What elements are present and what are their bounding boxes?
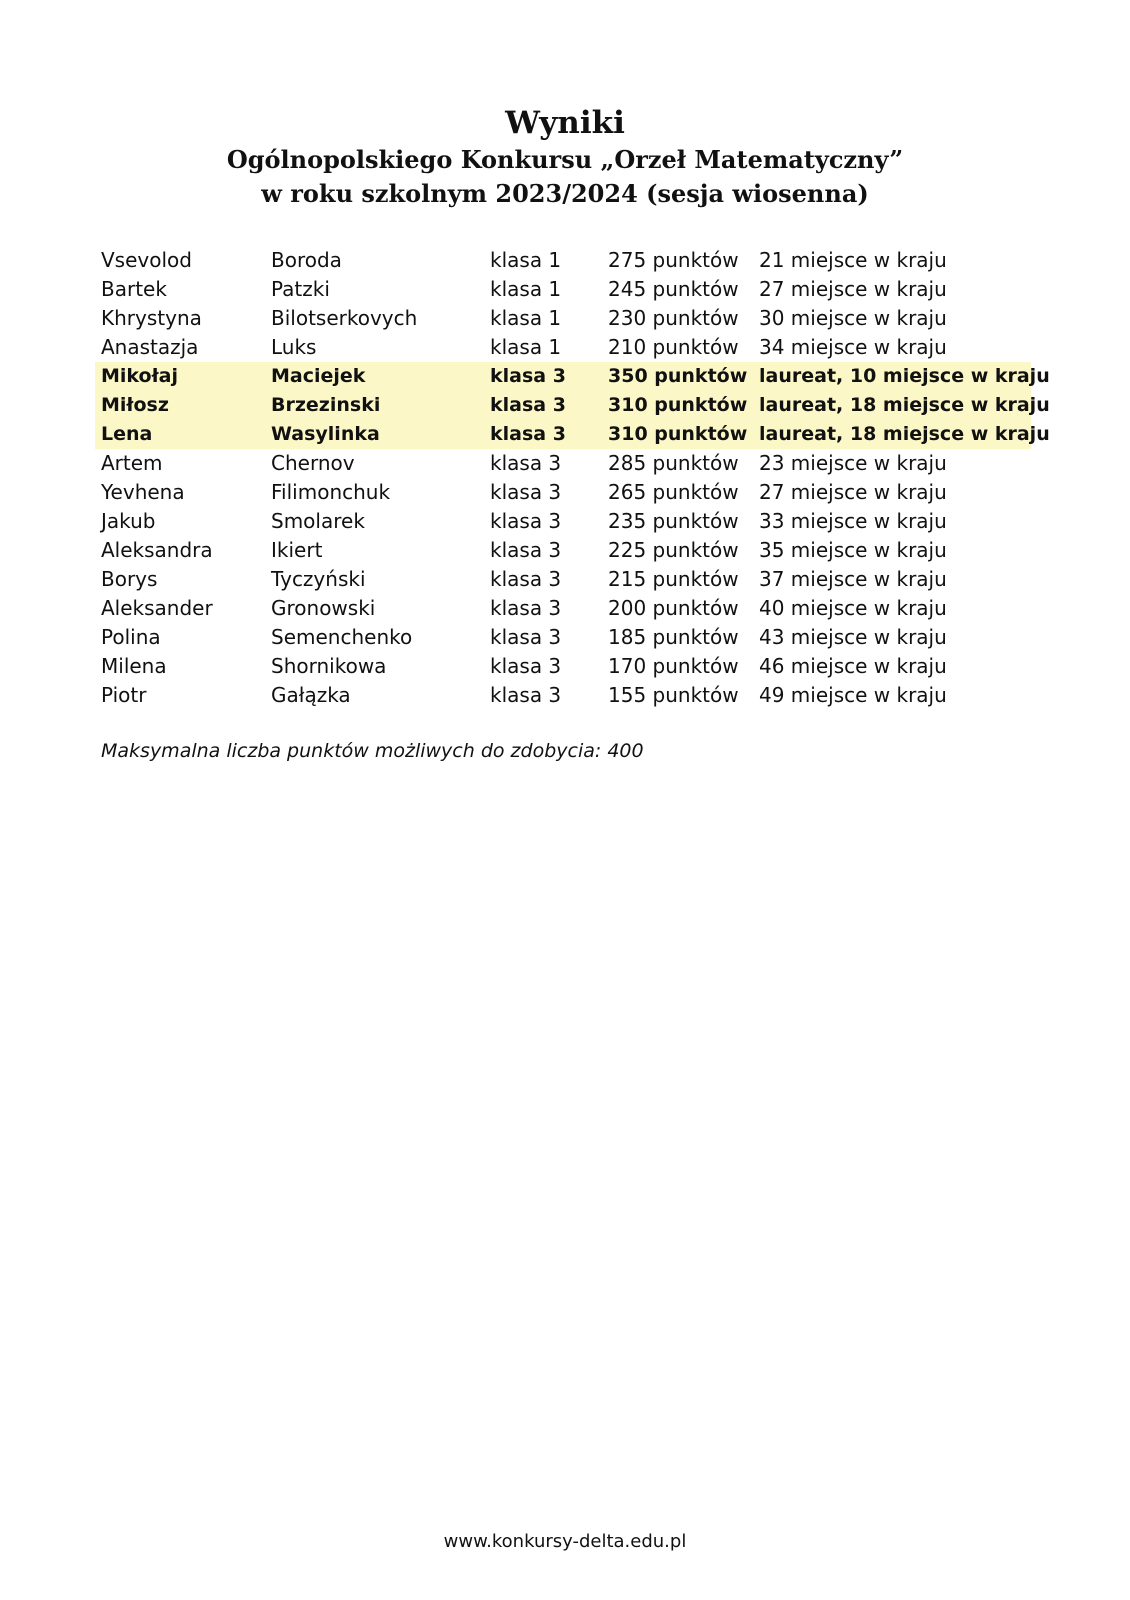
last-name: Boroda bbox=[271, 248, 342, 272]
result-row bbox=[95, 304, 1031, 333]
points: 350 punktów bbox=[608, 365, 748, 387]
national-place: laureat, 18 miejsce w kraju bbox=[759, 394, 1050, 416]
class-level: klasa 3 bbox=[490, 480, 562, 504]
national-place: 33 miejsce w kraju bbox=[759, 509, 947, 533]
class-level: klasa 3 bbox=[490, 538, 562, 562]
national-place: 34 miejsce w kraju bbox=[759, 335, 947, 359]
last-name: Patzki bbox=[271, 277, 330, 301]
national-place: 43 miejsce w kraju bbox=[759, 625, 947, 649]
points: 285 punktów bbox=[608, 451, 739, 475]
footer-website: www.konkursy-delta.edu.pl bbox=[443, 1531, 687, 1552]
max-points-note: Maksymalna liczba punktów możliwych do zdobycia: 400 bbox=[101, 740, 644, 762]
national-place: 40 miejsce w kraju bbox=[759, 596, 947, 620]
last-name: Brzezinski bbox=[271, 394, 381, 416]
class-level: klasa 3 bbox=[490, 625, 562, 649]
contest-name: Ogólnopolskiego Konkursu „Orzeł Matematyczny” bbox=[226, 145, 904, 174]
last-name: Filimonchuk bbox=[271, 480, 391, 504]
first-name: Yevhena bbox=[101, 480, 185, 504]
last-name: Shornikowa bbox=[271, 654, 387, 678]
result-row bbox=[95, 594, 1031, 623]
class-level: klasa 3 bbox=[490, 451, 562, 475]
result-row-laureate bbox=[95, 420, 1050, 449]
result-row bbox=[95, 652, 1031, 681]
first-name: Polina bbox=[101, 625, 161, 649]
national-place: 37 miejsce w kraju bbox=[759, 567, 947, 591]
last-name: Tyczyński bbox=[271, 567, 366, 591]
points: 230 punktów bbox=[608, 306, 739, 330]
result-row bbox=[95, 681, 1031, 710]
first-name: Jakub bbox=[101, 509, 156, 533]
result-row-laureate bbox=[95, 391, 1050, 420]
national-place: laureat, 10 miejsce w kraju bbox=[759, 365, 1050, 387]
first-name: Lena bbox=[101, 423, 153, 445]
class-level: klasa 3 bbox=[490, 654, 562, 678]
points: 155 punktów bbox=[608, 683, 739, 707]
points: 310 punktów bbox=[608, 423, 748, 445]
class-level: klasa 1 bbox=[490, 248, 562, 272]
national-place: 46 miejsce w kraju bbox=[759, 654, 947, 678]
class-level: klasa 3 bbox=[490, 509, 562, 533]
result-row bbox=[95, 449, 1031, 478]
result-row bbox=[95, 333, 1031, 362]
points: 275 punktów bbox=[608, 248, 739, 272]
first-name: Anastazja bbox=[101, 335, 199, 359]
class-level: klasa 3 bbox=[490, 423, 566, 445]
first-name: Aleksandra bbox=[101, 538, 213, 562]
first-name: Milena bbox=[101, 654, 167, 678]
national-place: 49 miejsce w kraju bbox=[759, 683, 947, 707]
first-name: Piotr bbox=[101, 683, 147, 707]
class-level: klasa 3 bbox=[490, 365, 566, 387]
class-level: klasa 3 bbox=[490, 567, 562, 591]
class-level: klasa 1 bbox=[490, 335, 562, 359]
last-name: Gałązka bbox=[271, 683, 351, 707]
result-row bbox=[95, 507, 1031, 536]
first-name: Khrystyna bbox=[101, 306, 202, 330]
last-name: Ikiert bbox=[271, 538, 323, 562]
points: 185 punktów bbox=[608, 625, 739, 649]
last-name: Luks bbox=[271, 335, 317, 359]
result-row bbox=[95, 623, 1031, 652]
points: 245 punktów bbox=[608, 277, 739, 301]
points: 210 punktów bbox=[608, 335, 739, 359]
school-year-session: w roku szkolnym 2023/2024 (sesja wiosenna) bbox=[261, 179, 869, 208]
results-list bbox=[95, 246, 1050, 710]
first-name: Borys bbox=[101, 567, 158, 591]
national-place: 27 miejsce w kraju bbox=[759, 277, 947, 301]
result-row bbox=[95, 478, 1031, 507]
points: 265 punktów bbox=[608, 480, 739, 504]
last-name: Wasylinka bbox=[271, 423, 380, 445]
class-level: klasa 3 bbox=[490, 596, 562, 620]
class-level: klasa 1 bbox=[490, 277, 562, 301]
result-row bbox=[95, 536, 1031, 565]
points: 235 punktów bbox=[608, 509, 739, 533]
last-name: Chernov bbox=[271, 451, 355, 475]
class-level: klasa 3 bbox=[490, 394, 566, 416]
points: 200 punktów bbox=[608, 596, 739, 620]
points: 215 punktów bbox=[608, 567, 739, 591]
national-place: 23 miejsce w kraju bbox=[759, 451, 947, 475]
first-name: Mikołaj bbox=[101, 365, 178, 387]
document-header bbox=[0, 103, 1130, 211]
national-place: 30 miejsce w kraju bbox=[759, 306, 947, 330]
class-level: klasa 1 bbox=[490, 306, 562, 330]
points: 310 punktów bbox=[608, 394, 748, 416]
last-name: Smolarek bbox=[271, 509, 365, 533]
page-title: Wyniki bbox=[505, 105, 625, 141]
first-name: Bartek bbox=[101, 277, 167, 301]
national-place: 27 miejsce w kraju bbox=[759, 480, 947, 504]
national-place: laureat, 18 miejsce w kraju bbox=[759, 423, 1050, 445]
result-row-laureate bbox=[95, 362, 1050, 391]
points: 170 punktów bbox=[608, 654, 739, 678]
points: 225 punktów bbox=[608, 538, 739, 562]
result-row bbox=[95, 275, 1031, 304]
national-place: 21 miejsce w kraju bbox=[759, 248, 947, 272]
first-name: Aleksander bbox=[101, 596, 213, 620]
last-name: Semenchenko bbox=[271, 625, 413, 649]
class-level: klasa 3 bbox=[490, 683, 562, 707]
last-name: Maciejek bbox=[271, 365, 366, 387]
first-name: Artem bbox=[101, 451, 163, 475]
result-row bbox=[95, 246, 1031, 275]
last-name: Gronowski bbox=[271, 596, 376, 620]
national-place: 35 miejsce w kraju bbox=[759, 538, 947, 562]
first-name: Miłosz bbox=[101, 394, 169, 416]
last-name: Bilotserkovych bbox=[271, 306, 418, 330]
first-name: Vsevolod bbox=[101, 248, 192, 272]
result-row bbox=[95, 565, 1031, 594]
